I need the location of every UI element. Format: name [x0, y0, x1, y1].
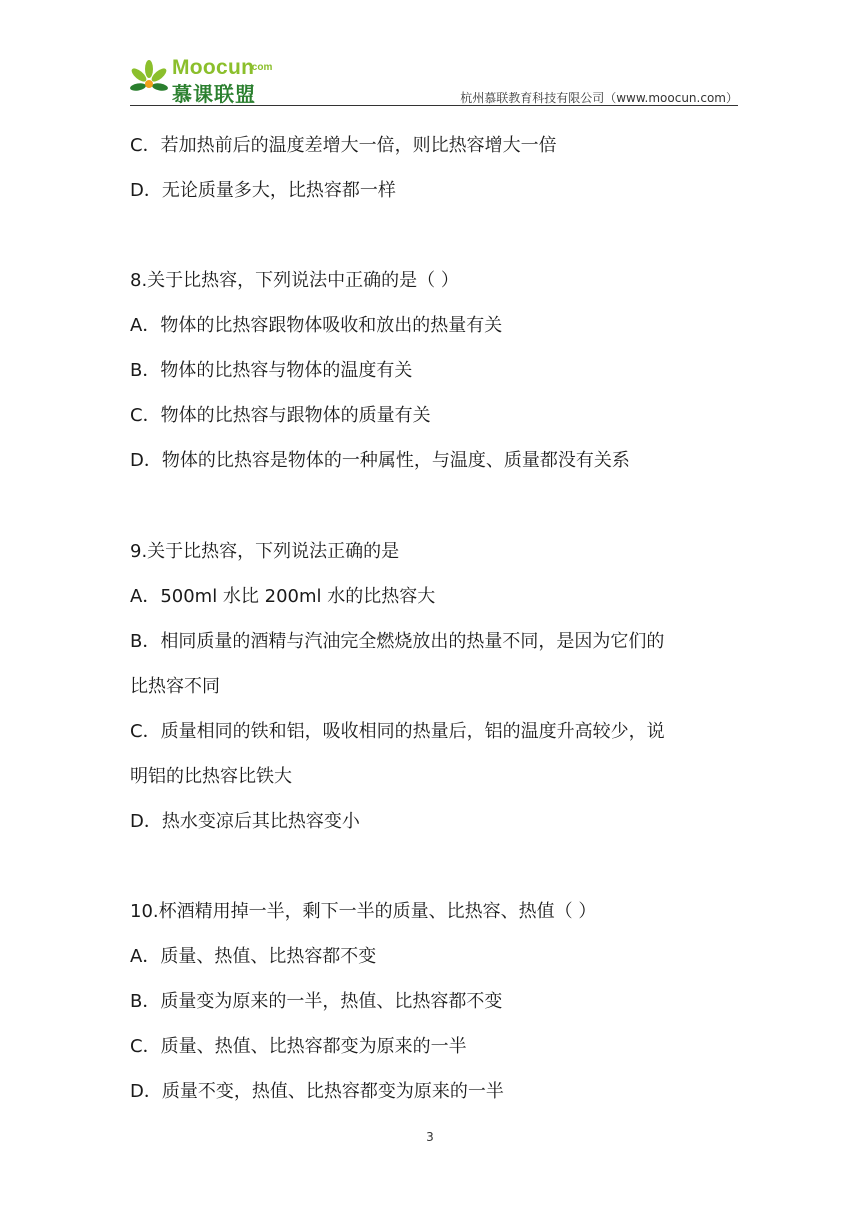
option-c: C．质量、热值、比热容都变为原来的一半	[130, 1036, 467, 1057]
text-line: D．无论质量多大，比热容都一样	[130, 180, 396, 201]
logo-domain: .com	[249, 62, 273, 73]
option-a: A．质量、热值、比热容都不变	[130, 946, 377, 967]
option-c: C．质量相同的铁和铝，吸收相同的热量后，铝的温度升高较少，说	[130, 721, 665, 742]
option-d: D．质量不变，热值、比热容都变为原来的一半	[130, 1081, 504, 1102]
option-d: D．热水变凉后其比热容变小	[130, 811, 360, 832]
option-c: C．物体的比热容与跟物体的质量有关	[130, 405, 431, 426]
option-b-continued: 比热容不同	[130, 676, 220, 697]
logo-wordmark: Moocun	[172, 56, 255, 79]
company-name: 杭州慕联教育科技有限公司（www.moocun.com）	[460, 91, 738, 105]
page-number: 3	[426, 1130, 434, 1144]
logo-chinese-name: 慕课联盟	[172, 82, 256, 106]
option-a: A．物体的比热容跟物体吸收和放出的热量有关	[130, 315, 503, 336]
question-9-stem: 9.关于比热容，下列说法正确的是	[130, 541, 400, 562]
leaf-logo-icon	[130, 60, 168, 98]
question-10-stem: 10.杯酒精用掉一半，剩下一半的质量、比热容、热值（ ）	[130, 901, 597, 922]
page-header	[130, 56, 738, 106]
option-c-continued: 明铝的比热容比铁大	[130, 766, 292, 787]
text-line: C．若加热前后的温度差增大一倍，则比热容增大一倍	[130, 135, 557, 156]
option-b: B．质量变为原来的一半，热值、比热容都不变	[130, 991, 503, 1012]
question-8-stem: 8.关于比热容，下列说法中正确的是（ ）	[130, 270, 459, 291]
option-a: A．500ml 水比 200ml 水的比热容大	[130, 586, 436, 607]
option-b: B．相同质量的酒精与汽油完全燃烧放出的热量不同，是因为它们的	[130, 631, 665, 652]
header-divider	[130, 105, 738, 106]
option-b: B．物体的比热容与物体的温度有关	[130, 360, 413, 381]
moocun-logo	[130, 56, 280, 106]
option-d: D．物体的比热容是物体的一种属性，与温度、质量都没有关系	[130, 450, 630, 471]
